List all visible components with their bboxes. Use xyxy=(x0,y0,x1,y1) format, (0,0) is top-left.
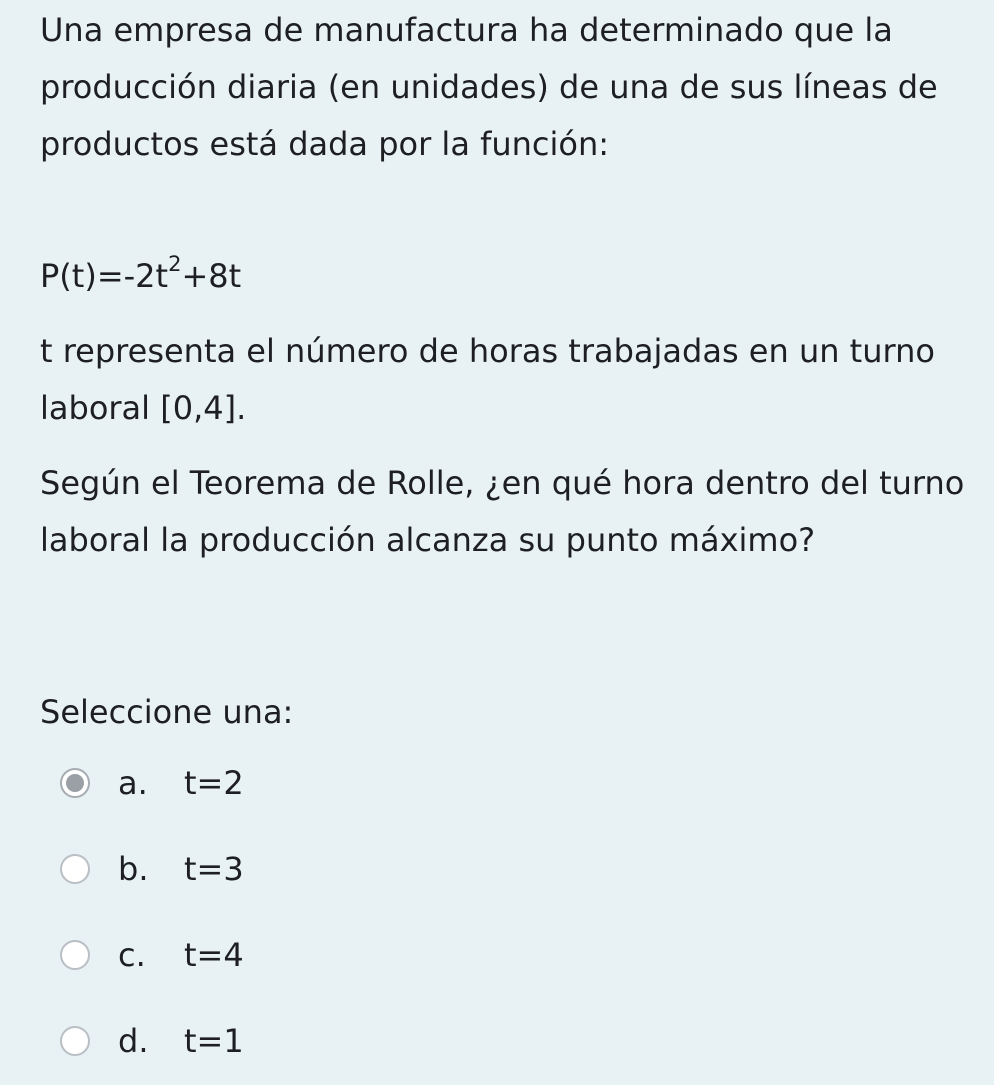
option-c[interactable] xyxy=(60,930,460,980)
option-text: t=1 xyxy=(184,1022,244,1060)
option-text: t=4 xyxy=(184,936,244,974)
option-letter: a. xyxy=(118,764,148,802)
question-paragraph-variable: t representa el número de horas trabajadas en un turno laboral [0,4]. xyxy=(40,332,935,427)
option-text: t=2 xyxy=(184,764,244,802)
option-text: t=3 xyxy=(184,850,244,888)
option-a[interactable] xyxy=(60,758,460,808)
radio-button-d[interactable] xyxy=(60,1026,90,1056)
option-letter: d. xyxy=(118,1022,149,1060)
radio-button-b[interactable] xyxy=(60,854,90,884)
select-one-prompt: Seleccione una: xyxy=(40,693,294,731)
option-b[interactable] xyxy=(60,844,460,894)
radio-button-c[interactable] xyxy=(60,940,90,970)
formula-exponent: 2 xyxy=(168,252,182,277)
formula-rhs: +8t xyxy=(181,257,242,295)
option-letter: b. xyxy=(118,850,149,888)
option-letter: c. xyxy=(118,936,146,974)
question-paragraph-ask: Según el Teorema de Rolle, ¿en qué hora dentro del turno laboral la producción alcanza su punto máximo? xyxy=(40,464,965,559)
radio-button-a[interactable] xyxy=(60,768,90,798)
radio-selected-dot xyxy=(66,774,84,792)
option-d[interactable] xyxy=(60,1016,460,1066)
question-paragraph-intro: Una empresa de manufactura ha determinado que la producción diaria (en unidades) de una de sus líneas de productos está dada por la función: xyxy=(40,11,938,163)
formula xyxy=(40,248,241,305)
formula-lhs: P(t)=-2t xyxy=(40,257,169,295)
